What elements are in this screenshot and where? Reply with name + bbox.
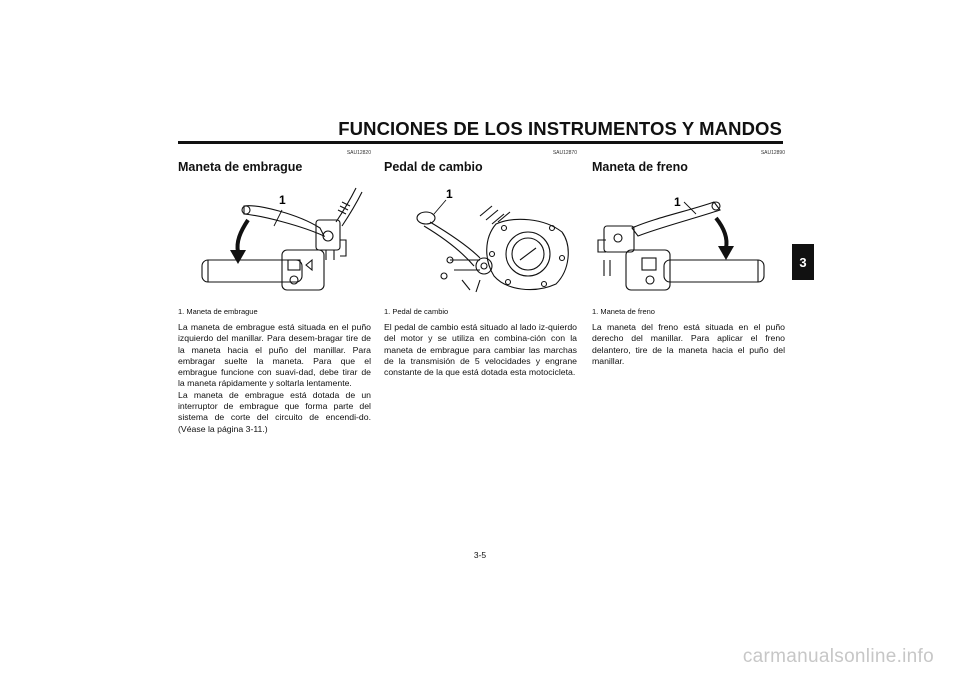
section-code: SAU12890 (760, 150, 785, 156)
section-title: Maneta de embrague (178, 160, 303, 174)
watermark: carmanualsonline.info (742, 646, 934, 667)
paragraph: La maneta de embrague está dotada de un interruptor de embrague que forma parte del sistema de corte del circuito de encendi-do. (Véase la página 3-11.) (178, 389, 371, 434)
figure-caption: 1. Pedal de cambio (384, 307, 449, 316)
section-title: Pedal de cambio (384, 160, 483, 174)
section-body (384, 322, 577, 378)
section-code: SAU12820 (346, 150, 371, 156)
section-body (592, 322, 785, 367)
page-header-title: FUNCIONES DE LOS INSTRUMENTOS Y MANDOS (338, 118, 782, 139)
header-rule (178, 141, 783, 144)
figure-caption: 1. Maneta de embrague (178, 307, 258, 316)
shift-pedal-illustration (384, 180, 577, 304)
section-code: SAU12870 (552, 150, 577, 156)
chapter-tab: 3 (792, 244, 814, 280)
brake-lever-illustration (592, 180, 785, 304)
paragraph: La maneta del freno está situada en el puño derecho del manillar. Para aplicar el freno delantero, tire de la maneta hacia el puño del manillar. (592, 322, 785, 366)
page-number: 3-5 (473, 550, 487, 560)
section-body (178, 322, 371, 435)
shift-pedal-drawing (384, 180, 577, 304)
clutch-lever-drawing (178, 180, 371, 304)
clutch-lever-illustration (178, 180, 371, 304)
paragraph: La maneta de embrague está situada en el puño izquierdo del manillar. Para desem-bragar tire de la maneta hacia el puño del manillar. Para embragar suelte la maneta. Para que el embrague funcione con suavi-dad, debe tirar de la maneta rápidamente y soltarla lentamente. (178, 322, 371, 389)
paragraph: El pedal de cambio está situado al lado iz-quierdo del motor y se utiliza en combina-ción con la maneta de embrague para cambiar las marchas de la transmisión de 5 velocidades y engrane constante de la que está dotada esta motocicleta. (384, 322, 577, 378)
section-shift-pedal (384, 150, 577, 378)
section-title: Maneta de freno (592, 160, 688, 174)
figure-caption: 1. Maneta de freno (592, 307, 655, 316)
brake-lever-drawing (592, 180, 785, 304)
section-brake-lever (592, 150, 785, 367)
section-clutch-lever (178, 150, 371, 435)
figure-label: 1 (446, 187, 453, 201)
figure-label: 1 (674, 195, 681, 209)
figure-label: 1 (279, 193, 286, 207)
